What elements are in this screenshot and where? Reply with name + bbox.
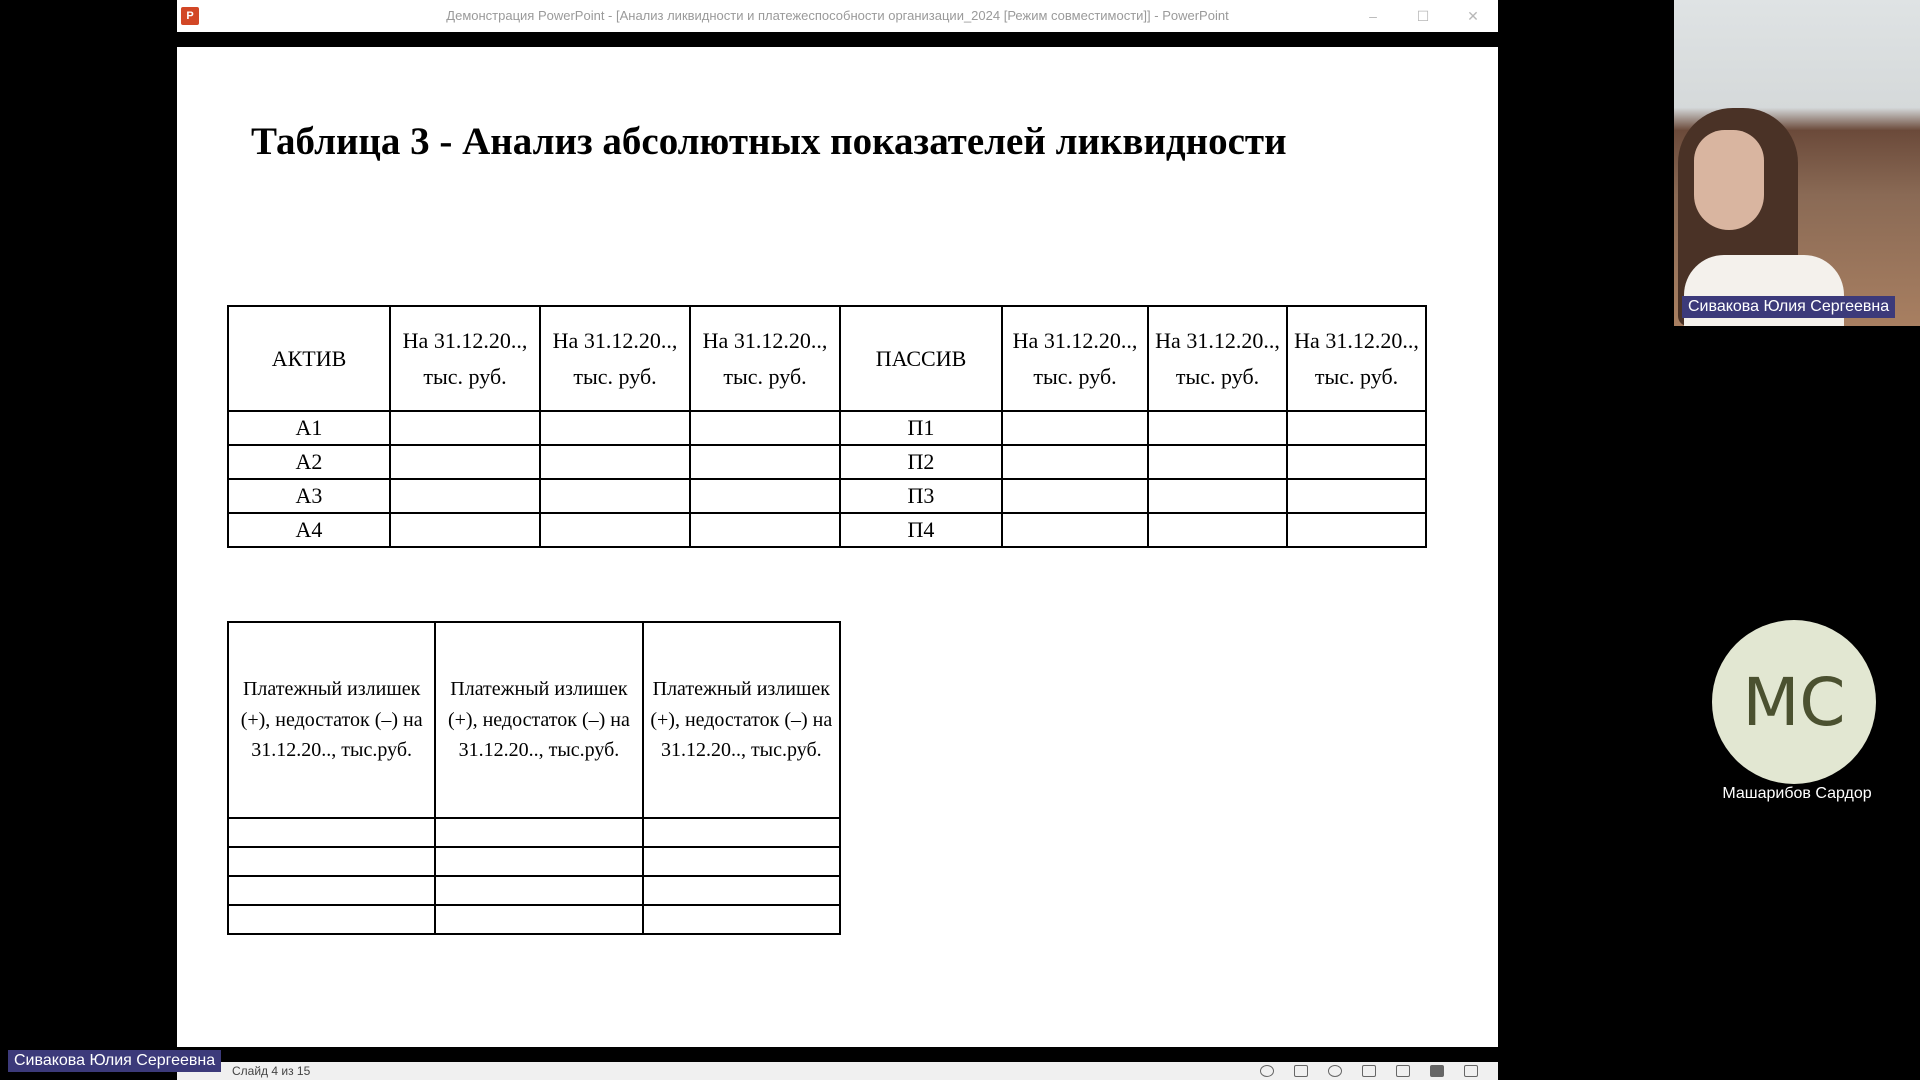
liability-cell: П1 (840, 411, 1002, 445)
asset-cell: А4 (228, 513, 390, 547)
liability-cell: П4 (840, 513, 1002, 547)
header-cell: Платежный излишек (+), недостаток (–) на 31.12.20.., тыс.руб. (435, 622, 642, 818)
normal-view-icon[interactable] (1362, 1065, 1376, 1077)
header-cell: ПАССИВ (840, 306, 1002, 411)
table-row (228, 876, 840, 905)
empty-cell (435, 876, 642, 905)
header-cell: На 31.12.20.., тыс. руб. (690, 306, 840, 411)
empty-cell (643, 818, 840, 847)
title-bar (177, 0, 1498, 32)
empty-cell (1287, 445, 1426, 479)
table-row (228, 818, 840, 847)
empty-cell (1002, 445, 1148, 479)
table-row (228, 513, 1426, 547)
empty-cell (1148, 411, 1287, 445)
participant-avatar[interactable]: MC (1712, 620, 1876, 784)
status-bar (177, 1062, 1498, 1080)
empty-cell (1002, 513, 1148, 547)
notes-icon[interactable] (1294, 1065, 1308, 1077)
empty-cell (390, 513, 540, 547)
asset-cell: А2 (228, 445, 390, 479)
window-controls (1348, 0, 1498, 32)
powerpoint-app-icon: P (181, 7, 199, 25)
empty-cell (1002, 479, 1148, 513)
empty-cell (228, 818, 435, 847)
empty-cell (643, 905, 840, 934)
empty-cell (1148, 445, 1287, 479)
table-header-row (228, 306, 1426, 411)
empty-cell (690, 479, 840, 513)
table-row (228, 411, 1426, 445)
maximize-button[interactable]: ☐ (1416, 7, 1430, 24)
video-person-face (1694, 130, 1764, 230)
empty-cell (540, 479, 690, 513)
view-controls (1260, 1062, 1478, 1080)
empty-cell (228, 847, 435, 876)
participant-avatar-name: Машарибов Сардор (1722, 785, 1872, 802)
empty-cell (435, 905, 642, 934)
empty-cell (540, 513, 690, 547)
next-slide-icon[interactable] (1328, 1065, 1342, 1077)
empty-cell (228, 905, 435, 934)
header-cell: АКТИВ (228, 306, 390, 411)
header-cell: На 31.12.20.., тыс. руб. (1148, 306, 1287, 411)
close-button[interactable]: ✕ (1467, 7, 1479, 24)
liquidity-table (227, 305, 1427, 548)
empty-cell (435, 818, 642, 847)
header-cell: Платежный излишек (+), недостаток (–) на 31.12.20.., тыс.руб. (643, 622, 840, 818)
empty-cell (390, 479, 540, 513)
video-name-tag: Сивакова Юлия Сергеевна (1682, 296, 1895, 318)
empty-cell (1002, 411, 1148, 445)
powerpoint-window (177, 0, 1498, 1080)
liability-cell: П2 (840, 445, 1002, 479)
table-row (228, 445, 1426, 479)
table-row (228, 479, 1426, 513)
previous-slide-icon[interactable] (1260, 1065, 1274, 1077)
empty-cell (690, 445, 840, 479)
empty-cell (540, 445, 690, 479)
window-title: Демонстрация PowerPoint - [Анализ ликвидности и платежеспособности организации_2024 [Режим совместимости]] - PowerPoint (446, 8, 1229, 23)
participant-video[interactable] (1674, 0, 1920, 326)
slide-title: Таблица 3 - Анализ абсолютных показателей ликвидности (251, 120, 1287, 163)
slideshow-icon[interactable] (1464, 1065, 1478, 1077)
minimize-button[interactable]: – (1369, 8, 1377, 24)
reading-view-icon[interactable] (1430, 1065, 1444, 1077)
empty-cell (690, 513, 840, 547)
asset-cell: А1 (228, 411, 390, 445)
slide-sorter-icon[interactable] (1396, 1065, 1410, 1077)
empty-cell (1148, 479, 1287, 513)
slide (177, 47, 1498, 1047)
empty-cell (1148, 513, 1287, 547)
liability-cell: П3 (840, 479, 1002, 513)
empty-cell (690, 411, 840, 445)
empty-cell (390, 411, 540, 445)
empty-cell (390, 445, 540, 479)
table-header-row (228, 622, 840, 818)
empty-cell (1287, 513, 1426, 547)
empty-cell (540, 411, 690, 445)
header-cell: На 31.12.20.., тыс. руб. (390, 306, 540, 411)
header-cell: На 31.12.20.., тыс. руб. (540, 306, 690, 411)
header-cell: На 31.12.20.., тыс. руб. (1287, 306, 1426, 411)
header-cell: На 31.12.20.., тыс. руб. (1002, 306, 1148, 411)
presenter-name-tag: Сивакова Юлия Сергеевна (8, 1050, 221, 1072)
empty-cell (643, 847, 840, 876)
payment-balance-table (227, 621, 841, 935)
empty-cell (435, 847, 642, 876)
asset-cell: А3 (228, 479, 390, 513)
header-cell: Платежный излишек (+), недостаток (–) на 31.12.20.., тыс.руб. (228, 622, 435, 818)
empty-cell (1287, 479, 1426, 513)
table-row (228, 847, 840, 876)
empty-cell (643, 876, 840, 905)
empty-cell (1287, 411, 1426, 445)
table-row (228, 905, 840, 934)
empty-cell (228, 876, 435, 905)
slide-counter: Слайд 4 из 15 (232, 1064, 311, 1078)
